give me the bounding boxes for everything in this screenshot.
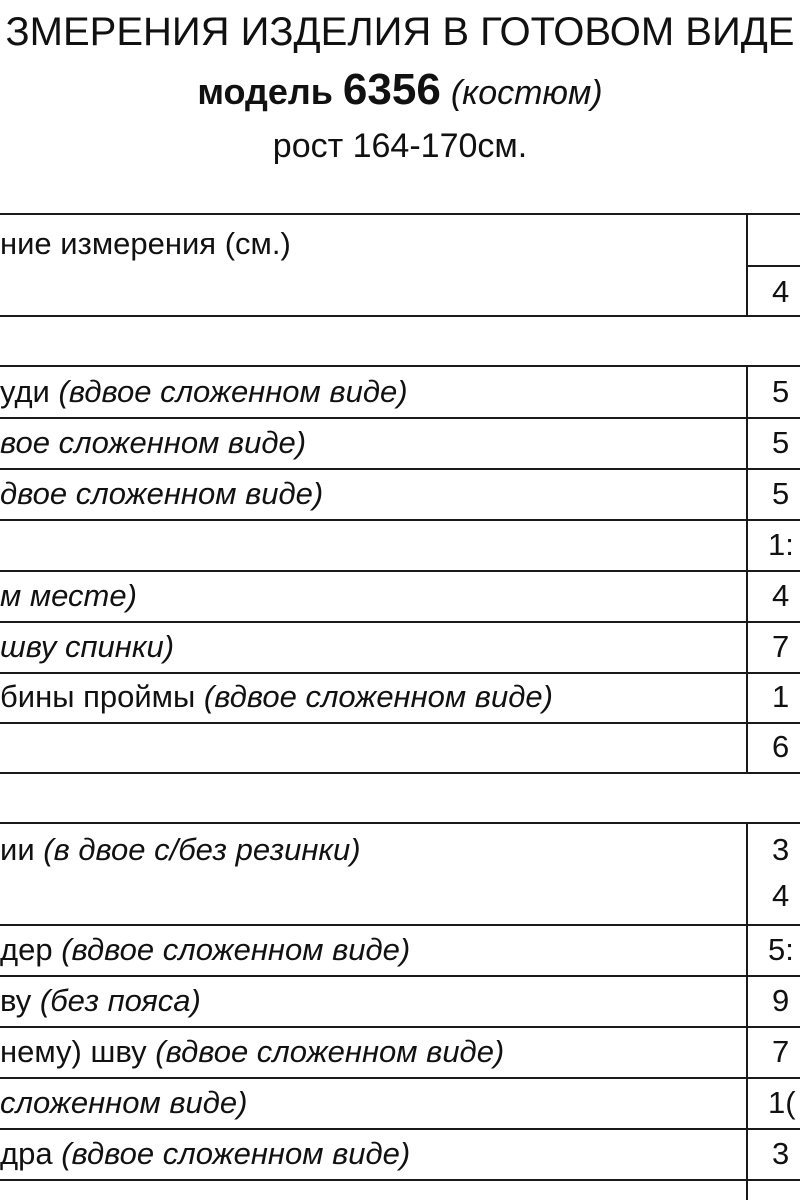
row-divider bbox=[0, 722, 800, 724]
row-divider bbox=[0, 1077, 800, 1079]
table-header-label: ние измерения (см.) bbox=[0, 226, 291, 261]
row-divider bbox=[0, 570, 800, 572]
row-divider bbox=[0, 1026, 800, 1028]
table-row-label: дра (вдвое сложенном виде) bbox=[0, 1136, 411, 1171]
table-row-value: 5 bbox=[772, 425, 790, 460]
table-header-size: 4 bbox=[772, 274, 790, 309]
table-row-value: 3 bbox=[772, 1136, 790, 1171]
table-row-value: 6 bbox=[772, 729, 790, 764]
table-header-bottom bbox=[0, 315, 800, 317]
table-row-label: двое сложенном виде) bbox=[0, 476, 324, 511]
row-divider bbox=[0, 519, 800, 521]
row-divider bbox=[0, 924, 800, 926]
table-row-value: 1( bbox=[768, 1085, 796, 1120]
row-divider bbox=[0, 417, 800, 419]
table-row-value: 1 bbox=[772, 679, 790, 714]
table-row-label: ии (в двое с/без резинки) bbox=[0, 832, 361, 867]
table-row-value-secondary: 4 bbox=[772, 878, 790, 913]
row-divider bbox=[0, 1128, 800, 1130]
model-line bbox=[0, 64, 800, 119]
table-row-value: 7 bbox=[772, 1034, 790, 1069]
document-title bbox=[0, 8, 800, 56]
section2-top bbox=[0, 822, 800, 824]
table-row-value: 9 bbox=[772, 983, 790, 1018]
model-number: 6356 bbox=[342, 65, 441, 114]
section1-bottom bbox=[0, 772, 800, 774]
row-divider bbox=[0, 468, 800, 470]
table-row-value: 7 bbox=[772, 629, 790, 664]
row-divider bbox=[0, 621, 800, 623]
row-divider bbox=[0, 672, 800, 674]
table-row-label: сложенном виде) bbox=[0, 1085, 248, 1120]
section2-col-divider bbox=[746, 822, 748, 1200]
table-row-label: ву (без пояса) bbox=[0, 983, 201, 1018]
table-row-label: м месте) bbox=[0, 578, 137, 613]
height-line: рост 164-170см. bbox=[272, 127, 528, 165]
model-type: (костюм) bbox=[450, 74, 603, 112]
table-row-label: вое сложенном виде) bbox=[0, 425, 307, 460]
table-row-label: бины проймы (вдвое сложенном виде) bbox=[0, 679, 553, 714]
table-row-value: 5 bbox=[772, 374, 790, 409]
table-row-value: 5: bbox=[768, 932, 794, 967]
table-row-value: 3 bbox=[772, 832, 790, 867]
table-row-value: 1: bbox=[768, 527, 794, 562]
size-header-divider bbox=[748, 265, 800, 267]
table-row-value: 5 bbox=[772, 476, 790, 511]
row-divider bbox=[0, 1179, 800, 1181]
table-row-label: нему) шву (вдвое сложенном виде) bbox=[0, 1034, 505, 1069]
table-row-label: шву спинки) bbox=[0, 629, 175, 664]
table-row-value: 4 bbox=[772, 578, 790, 613]
table-row-label: уди (вдвое сложенном виде) bbox=[0, 374, 408, 409]
section1-top bbox=[0, 365, 800, 367]
table-border-top bbox=[0, 213, 800, 215]
table-row-label: дер (вдвое сложенном виде) bbox=[0, 932, 411, 967]
row-divider bbox=[0, 975, 800, 977]
model-label: модель bbox=[197, 71, 333, 112]
document-title-text: ЗМЕРЕНИЯ ИЗДЕЛИЯ В ГОТОВОМ ВИДЕ bbox=[5, 10, 795, 54]
